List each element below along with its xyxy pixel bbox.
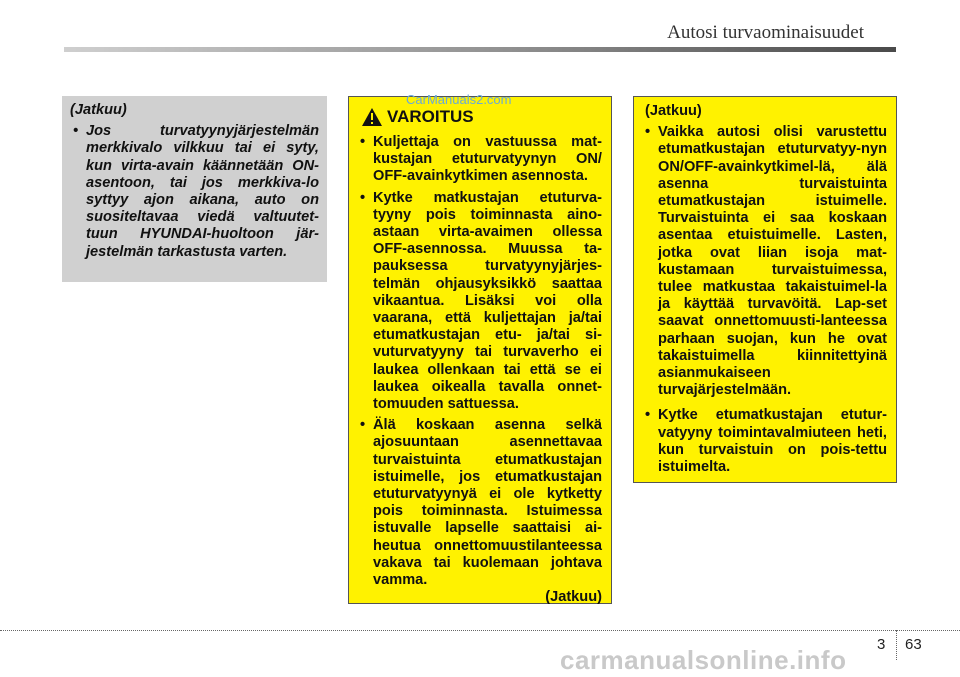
- warning-box: [348, 96, 612, 604]
- continued-caution-box: [62, 96, 327, 282]
- warning-header: [361, 107, 602, 127]
- top-watermark: CarManuals2.com: [406, 92, 512, 107]
- list-item: • Kuljettaja on vastuussa mat-kustajan etuturvatyynyn ON/ OFF-avainkytkimen asennosta.: [357, 134, 602, 186]
- note-box-continued-label: (Jatkuu): [645, 103, 702, 119]
- list-item: • Kytke etumatkustajan etutur-vatyyny toimintavalmiuteen heti, kun turvaistuin on pois-tettu istuimelta.: [642, 407, 887, 476]
- page-number-separator: [896, 630, 897, 660]
- bottom-watermark: carmanualsonline.info: [560, 645, 847, 675]
- page-number: 63: [905, 636, 922, 653]
- footer-rule: [0, 630, 960, 631]
- list-item: • Älä koskaan asenna selkä ajosuuntaan asennettavaa turvaistuinta etumatkustajan istuimelle, jos etumatkustajan etuturvatyynyä ei ole kytketty pois toiminnasta. Istuimessa istuvalle lapselle saattaisi ai-heutua onnettomuustilanteessa vakava tai kuolemaan johtava vamma.: [357, 417, 602, 589]
- grey-box-continued-label: (Jatkuu): [70, 102, 127, 118]
- chapter-number: 3: [877, 636, 886, 653]
- continued-warning-box: [633, 96, 897, 483]
- chapter-title: Autosi turvaominaisuudet: [667, 22, 864, 43]
- grey-box-list: [70, 123, 319, 261]
- warning-continued-label: (Jatkuu): [545, 589, 602, 606]
- warning-title: VAROITUS: [387, 107, 474, 127]
- list-item: • Jos turvatyynyjärjestelmän merkkivalo vilkkuu tai ei syty, kun virta-avain käännetään ON-asentoon, tai jos merkkiva-lo syttyy ajon aikana, auto on suositeltavaa viedä valtuutet-tuun HYUNDAI-huoltoon jär-jestelmän tarkastusta varten.: [70, 123, 319, 261]
- list-item: • Vaikka autosi olisi varustettu etumatkustajan etuturvatyy-nyn ON/OFF-avainkytkimel-lä, älä asenna turvaistuinta etumatkustajan istuimelle. Turvaistuinta ei saa koskaan asentaa etuistuimelle. Lasten, jotka ovat liian isoja mat-kustamaan turvaistuimessa, tulee matkustaa takaistuimel-la ja käyttää turvavöitä. Lap-set saavat onnettomuusti-lanteessa parhaan suojan, kun he ovat takaistuimella kiinnitettyinä asianmukaiseen turvajärjestelmään.: [642, 124, 887, 399]
- warning-triangle-icon: [361, 107, 383, 127]
- warning-list: [357, 134, 602, 589]
- note-list: [642, 124, 887, 476]
- header-rule: [64, 47, 896, 52]
- list-item: • Kytke matkustajan etuturva-tyyny pois toiminnasta aino-astaan virta-avaimen ollessa OFF-asennossa. Muussa ta-pauksessa turvatyynyjärjes-telmän ohjausyksikkö saattaa vikaantua. Lisäksi voi olla vaarana, että kuljettajan ja/tai etumatkustajan etu- ja/tai si-vuturvatyyny tai turvaverho ei laukea ollenkaan tai että se ei laukea oikealla tavalla onnet-tomuuden sattuessa.: [357, 190, 602, 414]
